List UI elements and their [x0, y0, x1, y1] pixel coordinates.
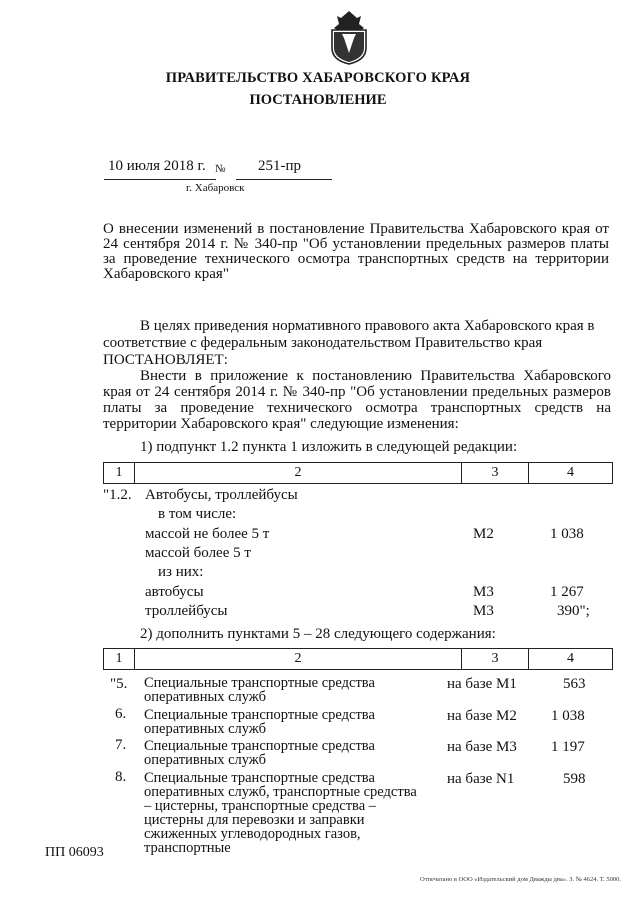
preamble	[103, 318, 609, 369]
table2-row-base: на базе M3	[447, 739, 517, 755]
document-number: 251-пр	[258, 158, 302, 174]
table1-row-m-le5: массой не более 5 т	[145, 526, 270, 542]
table2-row-num: 6.	[115, 706, 127, 722]
subpoint-1: 1) подпункт 1.2 пункта 1 изложить в следующей редакции:	[140, 439, 518, 455]
table2-row-num: 7.	[115, 737, 127, 753]
table1-col-4: 4	[567, 465, 574, 480]
table2-row-desc: Специальные транспортные средства оперативных служб	[144, 707, 375, 737]
table1-row-bus-price: 1 267	[550, 584, 584, 600]
footer-document-code: ПП 06093	[45, 845, 104, 860]
government-heading: ПРАВИТЕЛЬСТВО ХАБАРОВСКОГО КРАЯ	[165, 70, 471, 86]
table1-row-bus-cat: M3	[473, 584, 494, 600]
document-title: О внесении изменений в постановление Правительства Хабаровского края от 24 сентября 2014 г. № 340-пр "Об установлении предельных размеров платы за проведение технического осмотра транспортных средств на территории Хабаровского края"	[103, 221, 609, 282]
table1-row-m-gt5: массой более 5 т	[145, 545, 251, 561]
table2-row-price: 563	[563, 676, 586, 692]
number-underline	[236, 179, 332, 180]
preamble-line-3: ПОСТАНОВЛЯЕТ:	[103, 352, 228, 368]
table1-header	[103, 462, 613, 484]
table2-row-base: на базе N1	[447, 771, 515, 787]
table2-row-desc: Специальные транспортные средства оперативных служб, транспортные средства – цистерны, транспортные средства – цистерны для перевозки и заправки сжиженных углеводородных газов, транспортные	[144, 770, 417, 856]
table1-col-1: 1	[115, 465, 123, 480]
document-city: г. Хабаровск	[186, 182, 245, 194]
table2-row-price: 598	[563, 771, 586, 787]
table2-row-price: 1 197	[551, 739, 585, 755]
table2-row-price: 1 038	[551, 708, 585, 724]
intro-paragraph	[103, 368, 611, 432]
khabarovsk-emblem-icon	[326, 8, 372, 66]
table1-row-bus: автобусы	[145, 584, 204, 600]
table1-row-of-them: из них:	[158, 564, 204, 580]
table2-header	[103, 648, 613, 670]
table2-row-num: "5.	[110, 676, 128, 692]
table2-col-1: 1	[115, 651, 123, 666]
table2-row-base: на базе M2	[447, 708, 517, 724]
table2-col-3: 3	[491, 651, 499, 666]
printer-imprint: Отпечатано в ООО «Издательский дом Дважды два». З. № 4624. Т. 5000.	[420, 876, 621, 883]
table2-row-base: на базе M1	[447, 676, 517, 692]
table1-row-trol: троллейбусы	[145, 603, 228, 619]
table1-row-num: "1.2.	[103, 487, 132, 503]
table2-row-desc: Специальные транспортные средства оперативных служб	[144, 738, 375, 768]
table1-row-m-le5-cat: M2	[473, 526, 494, 542]
table1-row-m-le5-price: 1 038	[550, 526, 584, 542]
table2-col-4: 4	[567, 651, 574, 666]
table2-row-desc: Специальные транспортные средства оперативных служб	[144, 675, 375, 705]
preamble-line-2: соответствие с федеральным законодательством Правительство края	[103, 335, 543, 351]
table1-row-trol-price: 390";	[557, 603, 590, 619]
table1-row-incl: в том числе:	[158, 506, 237, 522]
subpoint-2: 2) дополнить пунктами 5 – 28 следующего содержания:	[140, 626, 496, 642]
document-date: 10 июля 2018 г.	[108, 158, 206, 174]
table1-col-2: 2	[294, 465, 302, 480]
table1-row-trol-cat: M3	[473, 603, 494, 619]
intro-text: Внести в приложение к постановлению Правительства Хабаровского края от 24 сентября 2014 г. № 340-пр "Об установлении предельных размеров платы за проведение технического осмотра транспортных средств на территории Хабаровского края" следующие изменения:	[103, 368, 611, 432]
table2-row-num: 8.	[115, 769, 127, 785]
table2-col-2: 2	[294, 651, 302, 666]
table1-col-3: 3	[491, 465, 499, 480]
table1-row-name: Автобусы, троллейбусы	[145, 487, 298, 503]
document-type-heading: ПОСТАНОВЛЕНИЕ	[249, 92, 387, 108]
number-sign: №	[215, 163, 226, 175]
preamble-line-1: В целях приведения нормативного правового акта Хабаровского края в	[140, 318, 595, 334]
date-underline	[104, 179, 216, 180]
